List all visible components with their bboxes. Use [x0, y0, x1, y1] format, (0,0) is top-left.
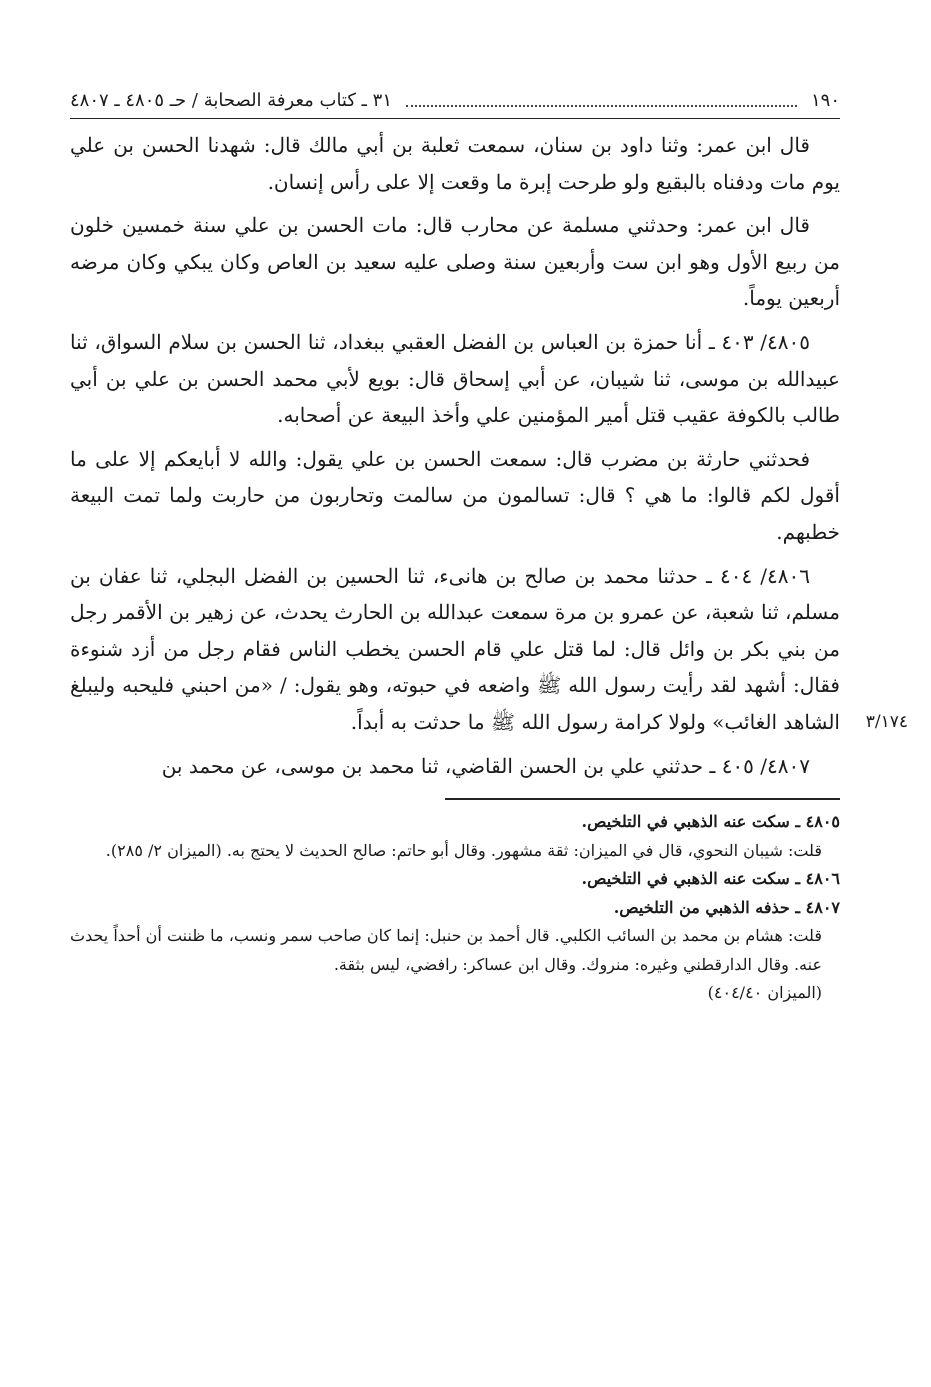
running-title: ٣١ ـ كتاب معرفة الصحابة / حـ ٤٨٠٥ ـ ٤٨٠٧: [70, 90, 392, 111]
footnotes: [70, 808, 840, 1008]
book-page: [70, 88, 908, 1008]
paragraph: قال ابن عمر: وحدثني مسلمة عن محارب قال: مات الحسن بن علي سنة خمسين خلون من ربيع الأول وهو ابن ست وأربعين سنة وصلى عليه سعيد بن العاص وكان يبكي وكان مرضه أربعين يوماً.: [70, 213, 840, 311]
footnote-divider: [445, 798, 840, 800]
hadith-4805: ٤٨٠٥/ ٤٠٣ ـ أنا حمزة بن العباس بن الفضل العقبي ببغداد، ثنا الحسن بن سلام السواق، ثنا عبيدالله بن موسى، ثنا شيبان، عن أبي إسحاق قال: بويع لأبي محمد الحسن بن علي بن أبي طالب بالكوفة عقيب قتل أمير المؤمنين علي وأخذ البيعة عن أصحابه.: [70, 329, 840, 428]
page-header: [70, 88, 840, 119]
footnote: ٤٨٠٧ ـ حذفه الذهبي من التلخيص.: [613, 897, 840, 917]
page-number: ١٩٠: [810, 90, 840, 111]
footnote: قلت: شيبان النحوي، قال في الميزان: ثقة مشهور. وقال أبو حاتم: صالح الحديث لا يحتج به. (الميزان ٢/ ٢٨٥).: [105, 840, 822, 860]
hadith-4806-block: [70, 558, 908, 741]
main-text: [70, 127, 908, 784]
paragraph: فحدثني حارثة بن مضرب قال: سمعت الحسن بن علي يقول: والله لا أبايعكم إلا على ما أقول لكم قالوا: ما هي ؟ قال: تسالمون من سالمت وتحاربون من حاربت ولما تمت البيعة خطبهم.: [70, 446, 840, 544]
hadith-4807: ٤٨٠٧/ ٤٠٥ ـ حدثني علي بن الحسن القاضي، ثنا محمد بن موسى، عن محمد بن: [161, 753, 810, 778]
paragraph: قال ابن عمر: وثنا داود بن سنان، سمعت ثعلبة بن أبي مالك قال: شهدنا الحسن بن علي يوم مات ودفناه بالبقيع ولو طرحت إبرة ما وقعت إلا على رأس إنسان.: [70, 133, 840, 194]
footnote: قلت: هشام بن محمد بن السائب الكلبي. قال أحمد بن حنبل: إنما كان صاحب سمر ونسب، ما ظننت أن أحداً يحدث عنه. وقال الدارقطني وغيره: منروك. وقال ابن عساكر: رافضي، ليس بثقة.: [70, 926, 822, 974]
dotted-leader: [406, 105, 797, 107]
footnote: ٤٨٠٦ ـ سكت عنه الذهبي في التلخيص.: [581, 869, 840, 889]
margin-note: ٣/١٧٤: [865, 711, 908, 732]
footnote: (الميزان ٤٠٤/٤٠): [707, 983, 822, 1003]
hadith-4806: ٤٨٠٦/ ٤٠٤ ـ حدثنا محمد بن صالح بن هانىء، ثنا الحسين بن الفضل البجلي، ثنا عفان بن مسلم، ثنا شعبة، عن عمرو بن مرة سمعت عبدالله بن الحارث يحدث، عن زهير بن الأقمر رجل من بني بكر بن وائل قال: لما قتل علي قام الحسن يخطب الناس فقام رجل من أزد شنوءة فقال: أشهد لقد رأيت رسول الله ﷺ واضعه في حبوته، وهو يقول: / «من احبني فليحبه وليبلغ الشاهد الغائب» ولولا كرامة رسول الله ﷺ ما حدثت به أبداً.: [70, 563, 840, 734]
footnote: ٤٨٠٥ ـ سكت عنه الذهبي في التلخيص.: [581, 812, 840, 832]
